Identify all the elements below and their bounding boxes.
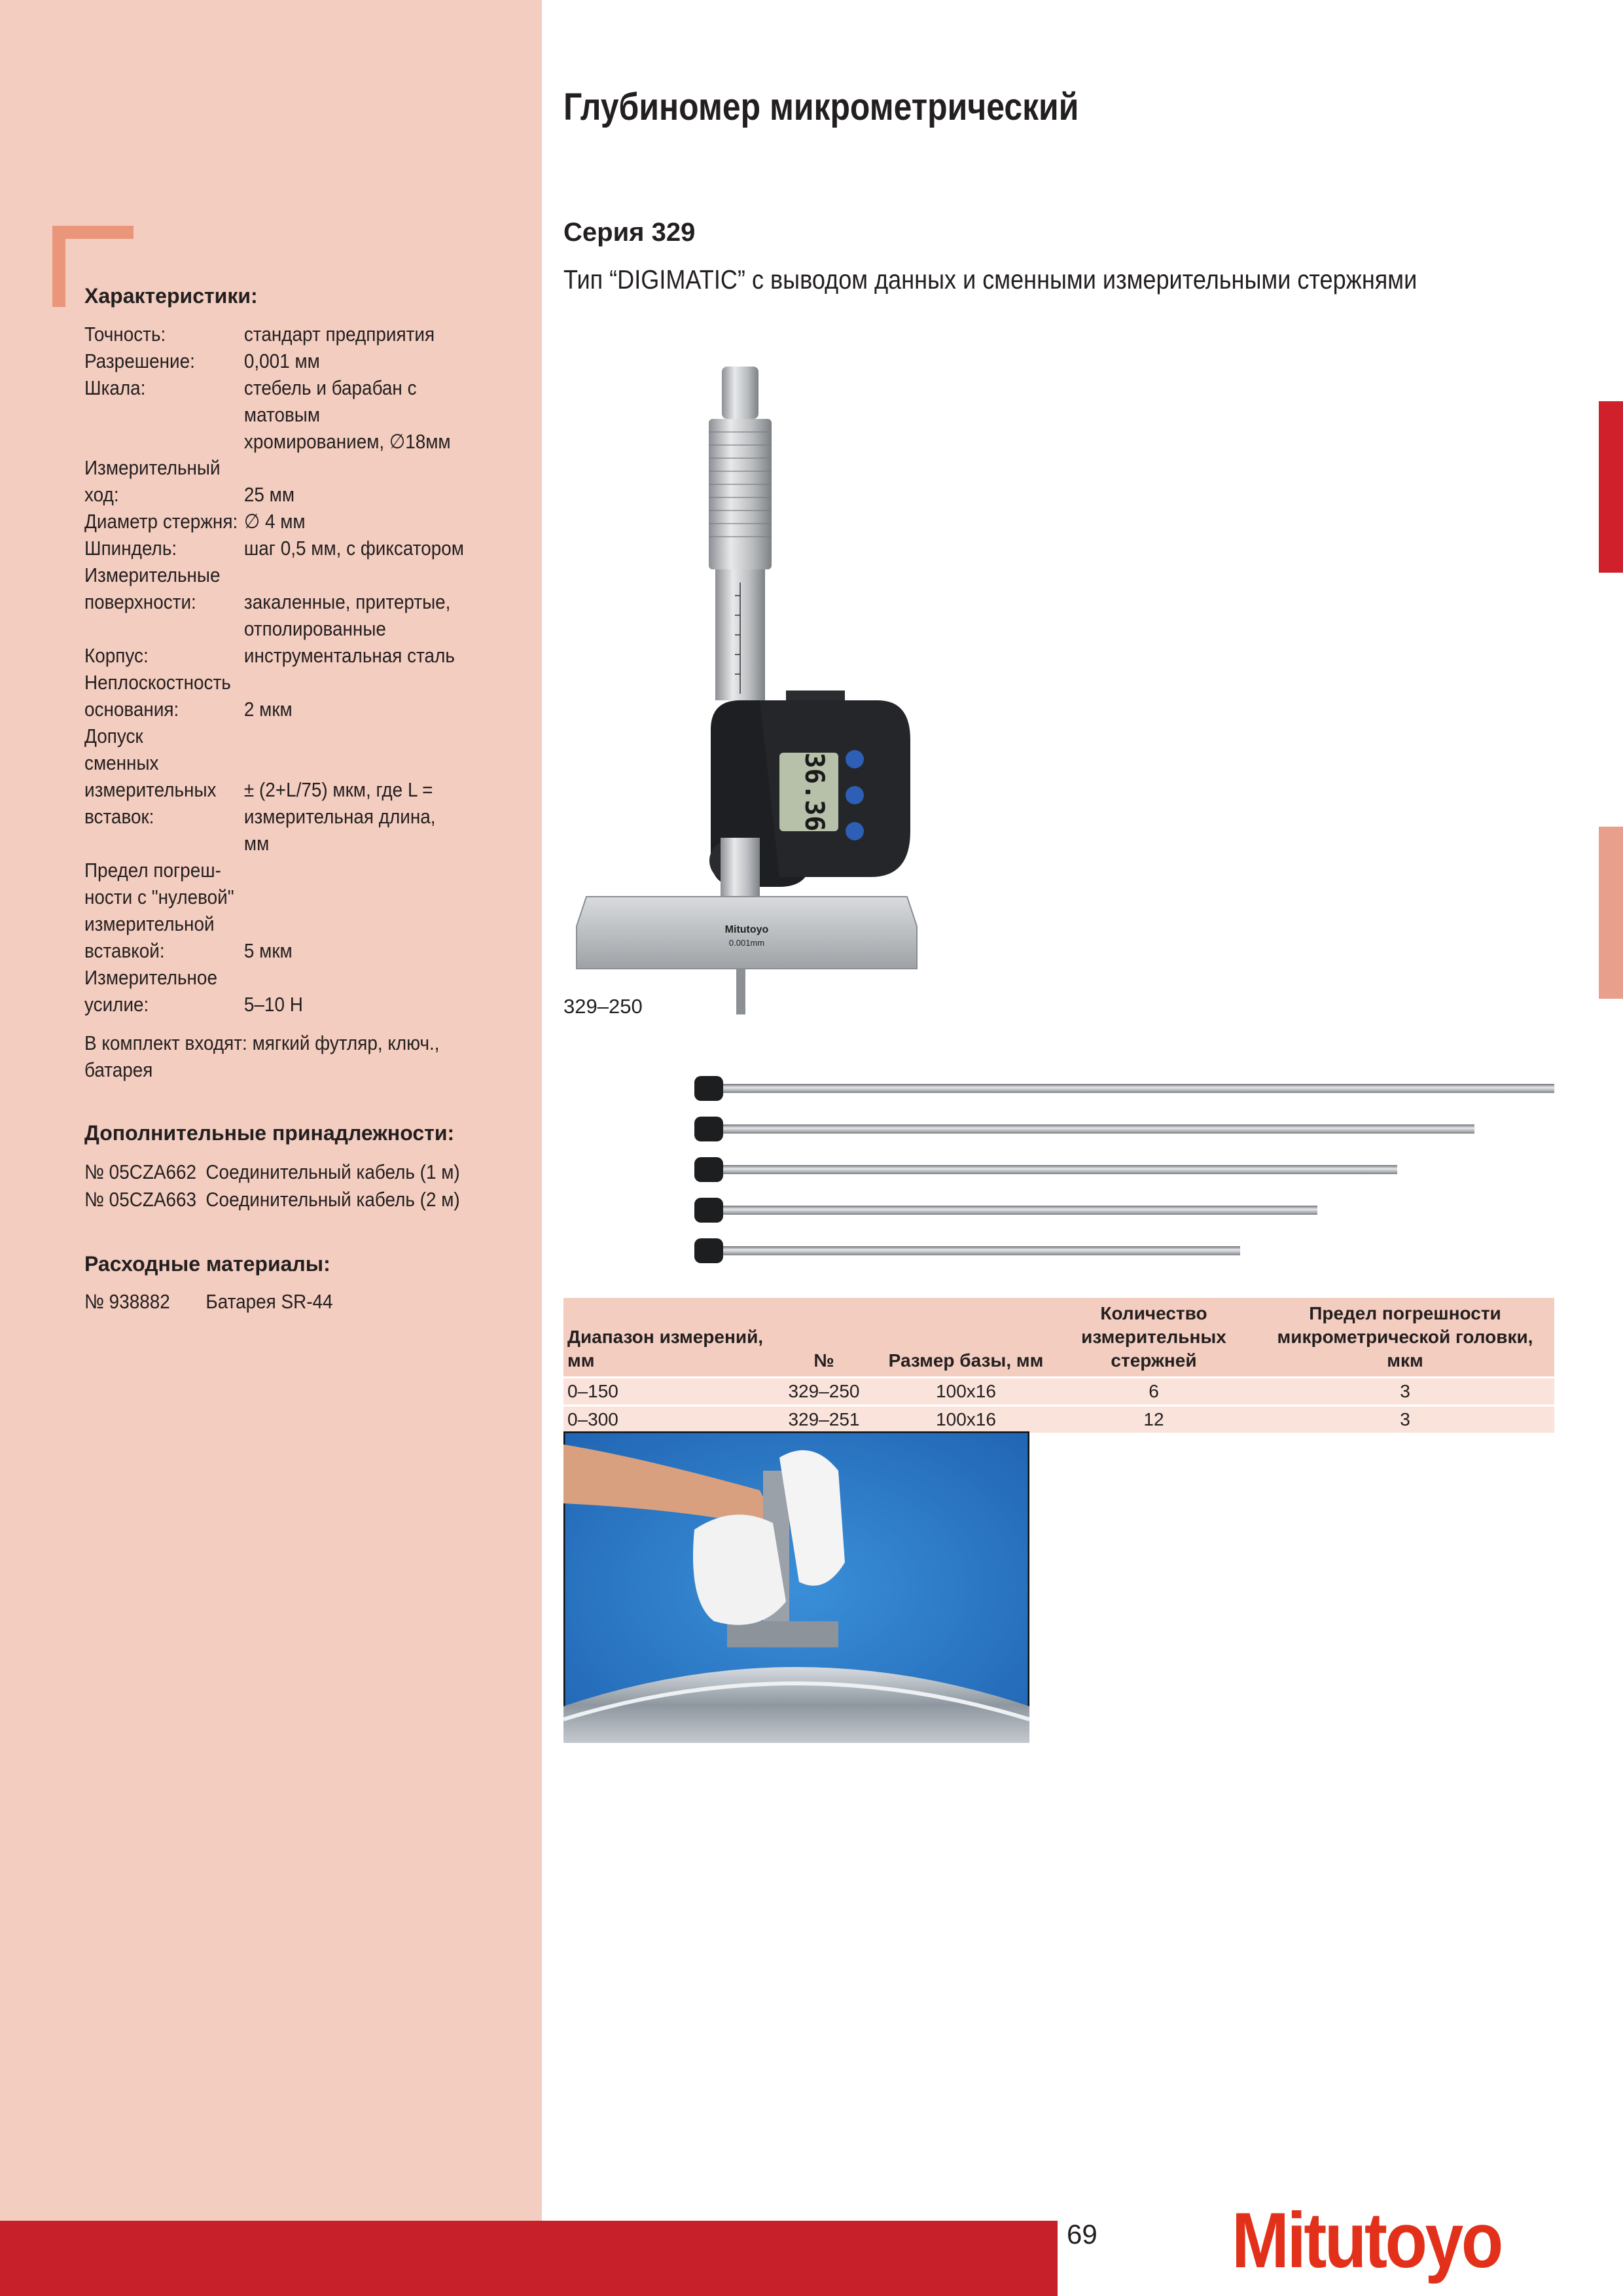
table-header: № bbox=[768, 1298, 880, 1378]
kit-label: В комплект входят: bbox=[84, 1031, 247, 1054]
table-cell: 12 bbox=[1052, 1406, 1256, 1433]
table-cell: 6 bbox=[1052, 1378, 1256, 1406]
kit-value: мягкий футляр, ключ., батарея bbox=[84, 1031, 440, 1081]
spec-key: Допуск сменных измерительных вставок: bbox=[84, 725, 217, 828]
table-cell: 329–251 bbox=[768, 1406, 880, 1433]
button-preset bbox=[846, 822, 864, 840]
kit-row bbox=[84, 1030, 485, 1083]
ratchet-cap bbox=[722, 367, 758, 419]
spec-key: Измерительный ход: bbox=[84, 456, 221, 506]
base-brand: Mitutoyo bbox=[724, 924, 769, 935]
table-header: Размер базы, мм bbox=[880, 1298, 1052, 1378]
table-cell: 0–300 bbox=[563, 1406, 768, 1433]
rod-2 bbox=[694, 1117, 1474, 1141]
spec-value: 5 мкм bbox=[243, 939, 293, 962]
depth-micrometer-image bbox=[563, 360, 930, 1021]
spec-value: 5–10 Н bbox=[243, 993, 303, 1016]
glove-left bbox=[693, 1515, 786, 1625]
button-hold bbox=[846, 786, 864, 804]
spec-key: Корпус: bbox=[84, 644, 149, 667]
spec-key: Точность: bbox=[84, 323, 166, 346]
accessory-desc: Соединительный кабель (1 м) bbox=[205, 1160, 460, 1183]
side-tab-red bbox=[1599, 401, 1623, 573]
side-tab-pink bbox=[1599, 827, 1623, 999]
table-cell: 329–250 bbox=[768, 1378, 880, 1406]
series-subtitle: Тип “DIGIMATIC” с выводом данных и сменными измерительными стержнями bbox=[563, 264, 1418, 295]
footer-bar bbox=[0, 2221, 1058, 2296]
spec-value: закаленные, притертые, отполированные bbox=[243, 590, 451, 640]
rod-1 bbox=[694, 1076, 1554, 1101]
consumable-number: № 938882 bbox=[84, 1290, 170, 1313]
table-cell: 100x16 bbox=[880, 1378, 1052, 1406]
accessory-desc: Соединительный кабель (2 м) bbox=[205, 1188, 460, 1211]
table-row bbox=[563, 1378, 1554, 1406]
spec-key: Разрешение: bbox=[84, 350, 195, 372]
spec-value: стебель и барабан с матовым хромированием, ∅18мм bbox=[243, 376, 451, 453]
spec-value: стандарт предприятия bbox=[243, 323, 435, 346]
table-row bbox=[563, 1406, 1554, 1433]
spec-key: Шкала: bbox=[84, 376, 146, 399]
table-header: Количество измерительных стержней bbox=[1052, 1298, 1256, 1378]
button-origin bbox=[846, 750, 864, 768]
measuring-rod bbox=[736, 969, 745, 1014]
spec-value: 25 мм bbox=[243, 483, 295, 506]
table-cell: 0–150 bbox=[563, 1378, 768, 1406]
accessory-number: № 05CZA663 bbox=[84, 1188, 197, 1211]
table-cell: 100x16 bbox=[880, 1406, 1052, 1433]
rod-4 bbox=[694, 1198, 1317, 1223]
spec-value: ± (2+L/75) мкм, где L = измерительная длина, мм bbox=[243, 778, 436, 855]
consumables-heading: Расходные материалы: bbox=[84, 1252, 330, 1276]
spec-key: Предел погреш-ности с "нулевой" измерительной вставкой: bbox=[84, 859, 234, 962]
spec-key: Диаметр стержня: bbox=[84, 510, 238, 533]
spec-key: Неплоскостность основания: bbox=[84, 671, 231, 721]
spec-value: ∅ 4 мм bbox=[243, 510, 306, 533]
characteristics-heading: Характеристики: bbox=[84, 284, 258, 308]
lcd-reading: 36.36 bbox=[799, 752, 829, 832]
page-number: 69 bbox=[1067, 2219, 1097, 2250]
table-header: Предел погрешности микрометрической головки, мкм bbox=[1256, 1298, 1554, 1378]
base-resolution: 0.001mm bbox=[728, 938, 765, 948]
thimble bbox=[709, 419, 772, 569]
spec-value: 2 мкм bbox=[243, 698, 293, 721]
table-header-row bbox=[563, 1298, 1554, 1378]
consumable-desc: Батарея SR-44 bbox=[205, 1290, 333, 1313]
table-header: Диапазон измерений, мм bbox=[563, 1298, 768, 1378]
brand-logo: Mitutoyo bbox=[1232, 2197, 1501, 2284]
spec-key: Шпиндель: bbox=[84, 537, 177, 560]
spec-value: шаг 0,5 мм, с фиксатором bbox=[243, 537, 464, 560]
spec-value: 0,001 мм bbox=[243, 350, 320, 372]
rod-3 bbox=[694, 1157, 1397, 1182]
spec-key: Измерительное усилие: bbox=[84, 966, 217, 1016]
usage-photo bbox=[563, 1431, 1029, 1743]
series-heading: Серия 329 bbox=[563, 218, 696, 247]
table-cell: 3 bbox=[1256, 1378, 1554, 1406]
measuring-rods-image bbox=[690, 1060, 1561, 1276]
table-cell: 3 bbox=[1256, 1406, 1554, 1433]
spec-value: инструментальная сталь bbox=[243, 644, 455, 667]
model-table bbox=[563, 1298, 1554, 1433]
spec-key: Измерительные поверхности: bbox=[84, 564, 221, 613]
figure-caption: 329–250 bbox=[563, 995, 643, 1018]
rod-5 bbox=[694, 1238, 1240, 1263]
accessories-heading: Дополнительные принадлежности: bbox=[84, 1121, 455, 1145]
accessory-number: № 05CZA662 bbox=[84, 1160, 197, 1183]
page-title: Глубиномер микрометрический bbox=[563, 86, 1079, 128]
